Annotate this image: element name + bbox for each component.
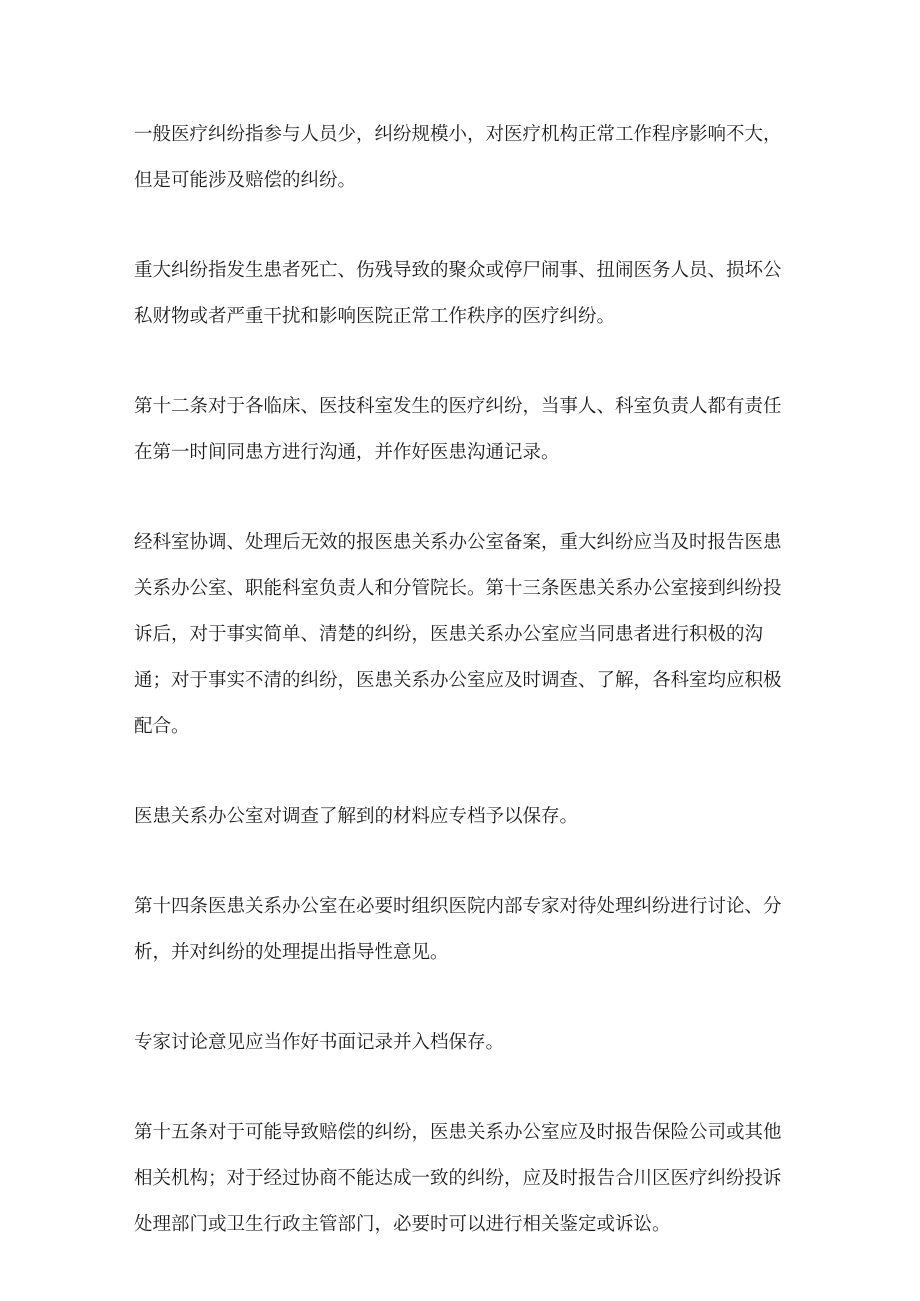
- text-line: 第十五条对于可能导致赔偿的纠纷，医患关系办公室应及时报告保险公司或其他: [134, 1122, 782, 1143]
- paragraph: [134, 384, 794, 476]
- document-body: [134, 112, 794, 1292]
- text-line: 重大纠纷指发生患者死亡、伤残导致的聚众或停尸闹事、扭闹医务人员、损坏公: [134, 260, 782, 281]
- text-line: 配合。: [134, 716, 190, 737]
- paragraph: [134, 884, 794, 976]
- text-line: 通；对于事实不清的纠纷，医患关系办公室应及时调查、了解，各科室均应积极: [134, 670, 782, 691]
- text-line: 专家讨论意见应当作好书面记录并入档保存。: [134, 1032, 505, 1053]
- text-line: 在第一时间同患方进行沟通，并作好医患沟通记录。: [134, 442, 560, 463]
- text-line: 诉后，对于事实简单、清楚的纠纷，医患关系办公室应当同患者进行积极的沟: [134, 624, 764, 645]
- paragraph: [134, 248, 794, 340]
- paragraph: [134, 794, 794, 840]
- paragraph: [134, 1020, 794, 1066]
- text-line: 相关机构；对于经过协商不能达成一致的纠纷，应及时报告合川区医疗纠纷投诉: [134, 1168, 782, 1189]
- text-line: 经科室协调、处理后无效的报医患关系办公室备案，重大纠纷应当及时报告医患: [134, 532, 782, 553]
- text-line: 私财物或者严重干扰和影响医院正常工作秩序的医疗纠纷。: [134, 306, 616, 327]
- text-line: 关系办公室、职能科室负责人和分管院长。第十三条医患关系办公室接到纠纷投: [134, 578, 782, 599]
- paragraph: [134, 520, 794, 750]
- paragraph: [134, 112, 794, 204]
- text-line: 一般医疗纠纷指参与人员少，纠纷规模小，对医疗机构正常工作程序影响不大，: [134, 124, 782, 145]
- text-line: 第十四条医患关系办公室在必要时组织医院内部专家对待处理纠纷进行讨论、分: [134, 896, 782, 917]
- text-line: 析，并对纠纷的处理提出指导性意见。: [134, 942, 449, 963]
- text-line: 第十二条对于各临床、医技科室发生的医疗纠纷，当事人、科室负责人都有责任: [134, 396, 782, 417]
- text-line: 但是可能涉及赔偿的纠纷。: [134, 170, 357, 191]
- paragraph: [134, 1110, 794, 1248]
- text-line: 医患关系办公室对调查了解到的材料应专档予以保存。: [134, 806, 579, 827]
- text-line: 处理部门或卫生行政主管部门，必要时可以进行相关鉴定或诉讼。: [134, 1214, 671, 1235]
